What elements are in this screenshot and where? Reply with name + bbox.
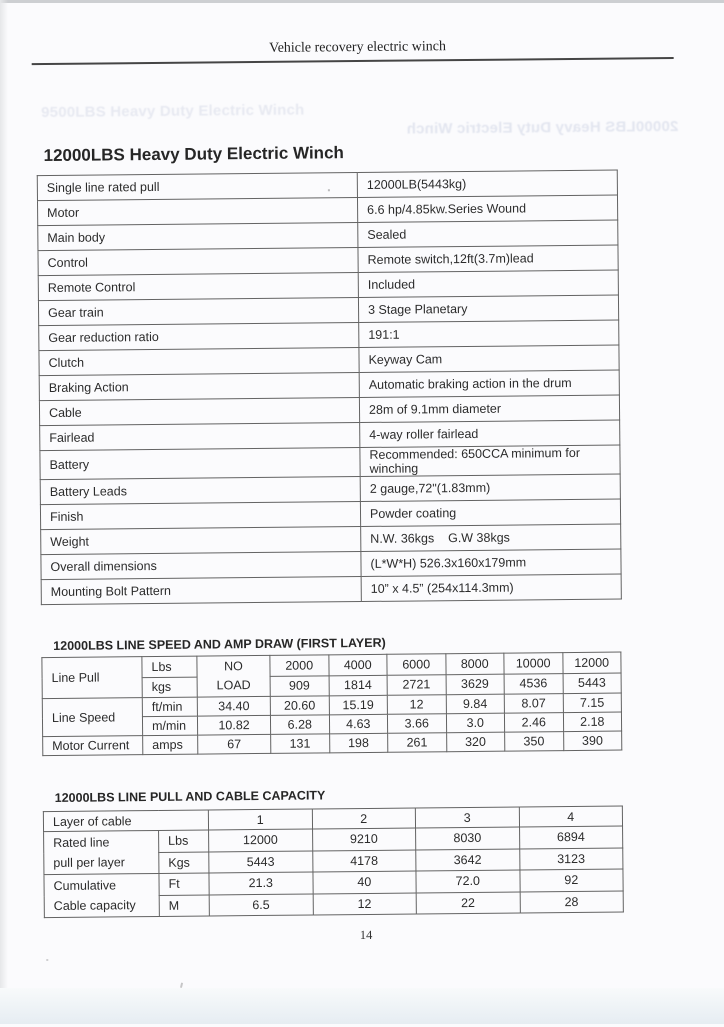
scan-artifact-dot (328, 189, 330, 191)
label-line2: Cable capacity (53, 898, 136, 913)
row-unit: amps (143, 735, 198, 755)
spec-value: 4-way roller fairlead (360, 420, 620, 447)
line-pull-capacity-table (43, 806, 624, 919)
cell: 4178 (312, 849, 416, 871)
row-unit: Ft (159, 873, 209, 895)
cell: 2.46 (504, 713, 563, 733)
cell: 3642 (416, 849, 520, 871)
cell: 92 (519, 869, 623, 891)
bleed-through-text-right-mirrored: 20000LBS Heavy Duty Electric Winch (406, 117, 679, 138)
spec-value: Keyway Cam (359, 345, 619, 372)
cell: 3.0 (446, 713, 505, 733)
cell: 12000 (209, 829, 313, 851)
page-title: 12000LBS Heavy Duty Electric Winch (43, 143, 344, 166)
row-unit: kgs (142, 677, 197, 698)
spec-label: Cable (39, 398, 359, 426)
cell: 8.07 (504, 694, 563, 714)
cell: 22 (416, 892, 520, 914)
spec-label: Single line rated pull (37, 173, 357, 201)
cell: 34.40 (197, 696, 270, 716)
capacity-table-title: 12000LBS LINE PULL AND CABLE CAPACITY (54, 788, 326, 805)
spec-value: 191:1 (359, 320, 619, 347)
spec-label: Control (38, 248, 358, 276)
row-label: Line Speed (42, 698, 142, 737)
cell: 20.60 (270, 696, 329, 716)
row-unit: Kgs (159, 851, 209, 873)
cell: 909 (270, 675, 329, 696)
layer-number: 2 (312, 808, 416, 829)
spec-label: Motor (37, 198, 357, 226)
cell: 2000 (270, 655, 329, 676)
cell: 4.63 (329, 714, 388, 734)
spec-value: 6.6 hp/4.85kw.Series Wound (357, 195, 617, 222)
spec-label: Gear train (38, 298, 358, 326)
cell: 6.5 (209, 893, 313, 915)
layer-number: 3 (415, 807, 519, 828)
cell: 3.66 (387, 714, 446, 734)
spec-value: 10” x 4.5” (254x114.3mm) (361, 574, 621, 601)
spec-label: Clutch (39, 348, 359, 376)
spec-value: Sealed (358, 220, 618, 247)
spec-label: Finish (40, 502, 360, 530)
cell: 9210 (312, 828, 416, 850)
bleed-through-text-left: 9500LBS Heavy Duty Electric Winch (41, 101, 305, 122)
no-load-line2: LOAD (216, 678, 251, 693)
spec-label: Remote Control (38, 273, 358, 301)
spec-table (37, 170, 622, 606)
spec-value: Powder coating (360, 499, 620, 526)
cell: 3629 (446, 674, 505, 695)
layer-number: 1 (208, 809, 312, 830)
spec-value: 28m of 9.1mm diameter (359, 395, 619, 422)
cell: 6000 (387, 654, 446, 675)
cell: 3123 (519, 848, 623, 870)
spec-value: Remote switch,12ft(3.7m)lead (358, 245, 618, 272)
cell: 12 (313, 892, 417, 914)
spec-label: Braking Action (39, 373, 359, 401)
scan-bottom-edge (0, 988, 724, 1024)
amp-table-title: 12000LBS LINE SPEED AND AMP DRAW (FIRST LAYER) (53, 635, 386, 653)
layer-header-label: Layer of cable (43, 810, 208, 832)
cell: 320 (446, 732, 505, 752)
cell: 5443 (209, 850, 313, 872)
cell: 15.19 (329, 695, 388, 715)
label-line1: Cumulative (53, 878, 117, 893)
row-label (44, 873, 159, 917)
cell: 10.82 (197, 715, 270, 735)
cell: 21.3 (209, 872, 313, 894)
row-unit: Lbs (159, 830, 209, 852)
cell: 1814 (329, 675, 388, 696)
cell: 8000 (445, 653, 504, 674)
row-unit: m/min (142, 716, 197, 736)
cell: 7.15 (563, 693, 622, 713)
spec-value: (L*W*H) 526.3x160x179mm (361, 549, 621, 576)
cell: 131 (271, 734, 330, 754)
cell: 9.84 (446, 694, 505, 714)
spec-value: 12000LB(5443kg) (357, 170, 617, 197)
cell: 390 (563, 731, 622, 751)
spec-value: 2 gauge,72"(1.83mm) (360, 474, 620, 501)
cell: 67 (198, 734, 271, 754)
cell: 6894 (519, 826, 623, 848)
label-line2: pull per layer (53, 855, 125, 870)
cell: 72.0 (416, 870, 520, 892)
layer-number: 4 (519, 806, 623, 827)
spec-label: Battery (40, 448, 360, 480)
line-speed-amp-table (41, 652, 622, 757)
cell: 8030 (416, 827, 520, 849)
cell: 12000 (562, 652, 621, 673)
cell: 2.18 (563, 712, 622, 732)
spec-value: Recommended: 650CCA minimum for winching (360, 445, 620, 476)
row-unit: M (159, 894, 209, 916)
cell: 40 (312, 871, 416, 893)
cell: 350 (505, 732, 564, 752)
row-label: Line Pull (42, 657, 142, 699)
spec-label: Fairlead (40, 423, 360, 451)
spec-value: 3 Stage Planetary (358, 295, 618, 322)
label-line1: Rated line (53, 835, 110, 850)
cell: 4536 (504, 673, 563, 694)
spec-label: Weight (41, 527, 361, 555)
spec-label: Main body (38, 223, 358, 251)
no-load-line1: NO (224, 659, 243, 674)
cell: 4000 (328, 654, 387, 675)
spec-label: Mounting Bolt Pattern (41, 577, 361, 605)
scan-artifact-dot (46, 959, 48, 961)
spec-row (41, 574, 621, 605)
page-number: 14 (359, 927, 373, 943)
cell: 12 (387, 695, 446, 715)
cell: 28 (520, 891, 624, 913)
spec-label: Overall dimensions (41, 552, 361, 580)
spec-label: Gear reduction ratio (39, 323, 359, 351)
spec-label: Battery Leads (40, 477, 360, 505)
cell: 6.28 (270, 715, 329, 735)
spec-value: Automatic braking action in the drum (359, 370, 619, 397)
row-unit: ft/min (142, 697, 197, 717)
spec-value: Included (358, 270, 618, 297)
cell: 261 (388, 733, 447, 753)
cell: 2721 (387, 674, 446, 695)
cell: 5443 (563, 673, 622, 694)
cell: 10000 (504, 653, 563, 674)
row-unit: Lbs (142, 656, 197, 677)
spec-value: N.W. 36kgs G.W 38kgs (361, 524, 621, 551)
row-label (44, 830, 159, 874)
cell: 198 (329, 733, 388, 753)
document-header: Vehicle recovery electric winch (269, 39, 447, 56)
no-load-cell (197, 655, 270, 697)
row-label: Motor Current (43, 736, 143, 756)
